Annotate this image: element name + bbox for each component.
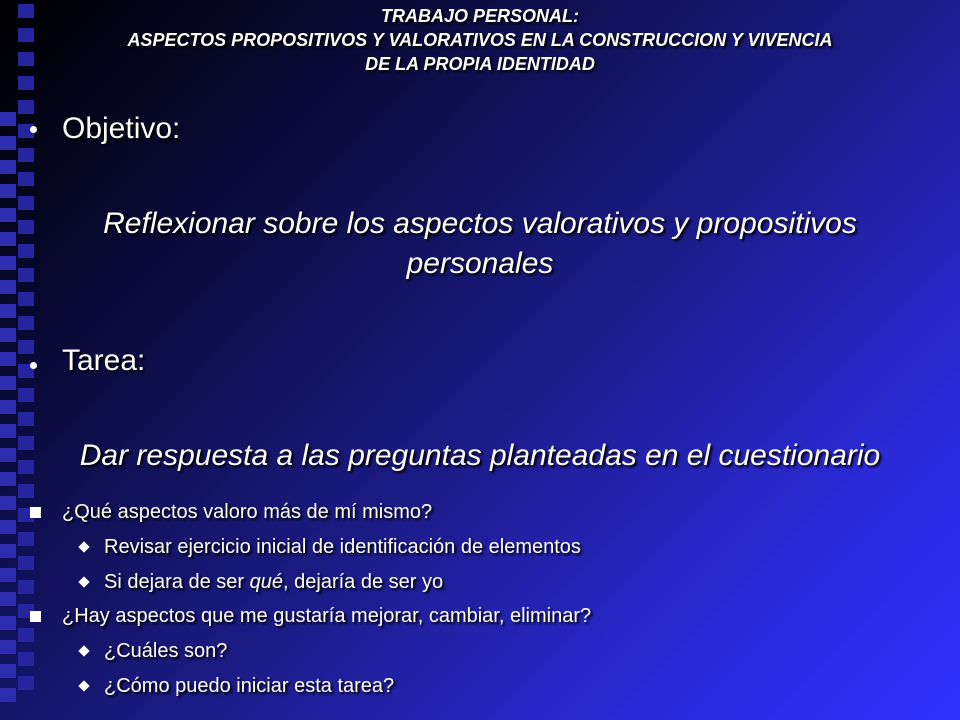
decorative-square	[0, 640, 16, 654]
title-line-1: TRABAJO PERSONAL:	[380, 6, 579, 26]
diamond-bullet-icon	[78, 645, 89, 656]
square-bullet-icon	[30, 507, 41, 518]
decorative-square	[18, 412, 34, 426]
bullet-dot-icon	[30, 362, 37, 369]
decorative-square	[0, 544, 16, 558]
decorative-square	[0, 664, 16, 678]
decorative-square	[0, 136, 16, 150]
title-line-3: DE LA PROPIA IDENTIDAD	[365, 54, 595, 74]
question-1-subitem-2	[104, 570, 443, 594]
decorative-square	[0, 400, 16, 414]
subitem-text-post: , dejaría de ser yo	[283, 571, 444, 593]
decorative-square	[0, 160, 16, 174]
decorative-square	[0, 688, 16, 702]
subitem-text-emphasis: qué	[249, 571, 284, 593]
bullet-dot-icon	[30, 126, 37, 133]
decorative-square	[18, 316, 34, 330]
decorative-square	[0, 376, 16, 390]
decorative-square	[18, 580, 34, 594]
subitem-text-pre: Si dejara de ser	[104, 571, 250, 593]
decorative-square	[0, 112, 16, 126]
question-2-subitem-2: ¿Cómo puedo iniciar esta tarea?	[104, 675, 395, 697]
decorative-square	[18, 100, 34, 114]
square-bullet-icon	[30, 611, 41, 622]
decorative-square	[0, 304, 16, 318]
objective-text-line-1: Reflexionar sobre los aspectos valorativos y propositivos	[103, 207, 857, 240]
question-2-subitem-1: ¿Cuáles son?	[104, 640, 228, 662]
diamond-bullet-icon	[78, 576, 89, 587]
decorative-square	[18, 148, 34, 162]
decorative-square	[18, 292, 34, 306]
decorative-square	[0, 520, 16, 534]
task-text: Dar respuesta a las preguntas planteadas en el cuestionario	[79, 439, 881, 472]
decorative-square	[18, 628, 34, 642]
decorative-square	[0, 184, 16, 198]
objective-text-line-2: personales	[406, 247, 554, 280]
decorative-square	[0, 496, 16, 510]
decorative-square	[18, 484, 34, 498]
decorative-square	[18, 76, 34, 90]
decorative-square	[0, 328, 16, 342]
decorative-square	[18, 652, 34, 666]
title-line-2: ASPECTOS PROPOSITIVOS Y VALORATIVOS EN LA CONSTRUCCION Y VIVENCIA	[127, 30, 833, 50]
question-2: ¿Hay aspectos que me gustaría mejorar, cambiar, eliminar?	[62, 605, 592, 627]
decorative-square	[0, 592, 16, 606]
objective-label: Objetivo:	[62, 112, 181, 145]
diamond-bullet-icon	[78, 680, 89, 691]
decorative-square	[18, 340, 34, 354]
decorative-square	[0, 352, 16, 366]
decorative-square	[18, 676, 34, 690]
task-label: Tarea:	[62, 344, 146, 377]
decorative-square	[0, 616, 16, 630]
decorative-square	[18, 556, 34, 570]
question-1: ¿Qué aspectos valoro más de mí mismo?	[62, 501, 433, 523]
question-1-subitem-1: Revisar ejercicio inicial de identificación de elementos	[104, 536, 581, 558]
decorative-square	[0, 568, 16, 582]
diamond-bullet-icon	[78, 541, 89, 552]
decorative-square	[18, 388, 34, 402]
decorative-square	[18, 172, 34, 186]
slide-title	[0, 4, 960, 76]
decorative-square	[18, 532, 34, 546]
